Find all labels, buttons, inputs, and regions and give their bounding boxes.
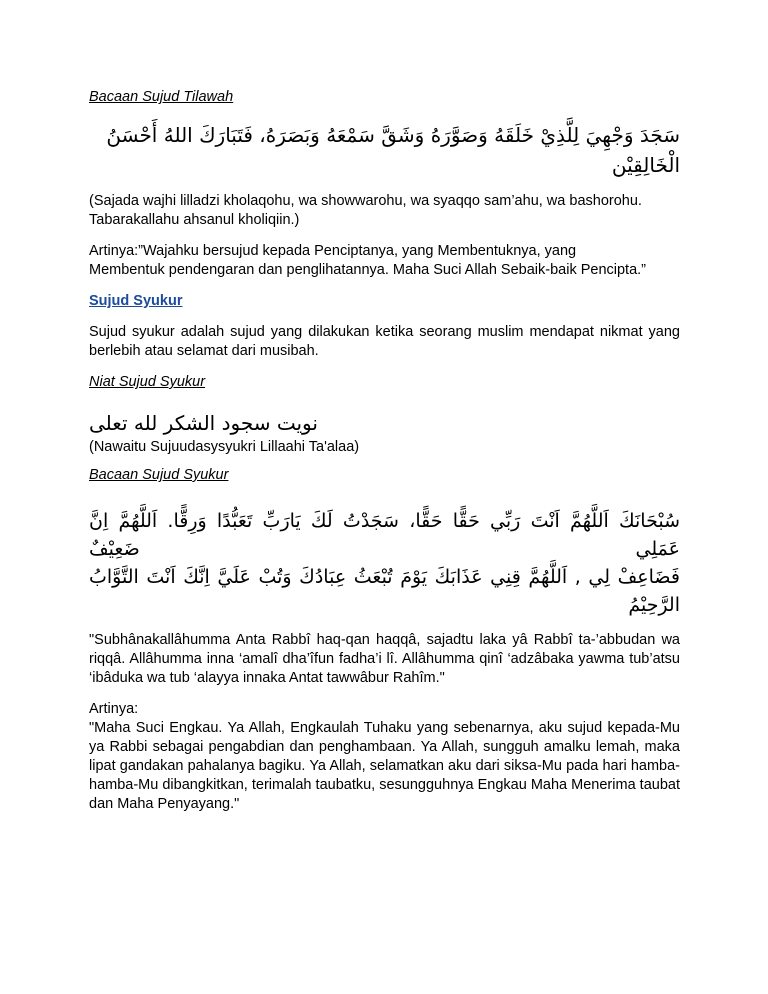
syukur-arabic-block <box>89 507 680 619</box>
tilawah-arabic-text: سَجَدَ وَجْهِيَ لِلَّذِيْ خَلَقَهُ وَصَوَّرَهُ وَشَقَّ سَمْعَهُ وَبَصَرَهُ، فَتَبَارَكَ اللهُ أَحْسَنُ الْخَالِقِيْن <box>106 123 680 177</box>
syukur-meaning-text: "Maha Suci Engkau. Ya Allah, Engkaulah Tuhaku yang sebenarnya, aku sujud kepada-Mu ya Rabbi sebagai pengabdian dan penghambaan. Ya Allah, sungguh amalku lemah, maka lipat gandakan pahalanya bagiku. Ya Allah, selamatkan aku dari siksa-Mu pada hari hamba-hamba-Mu dibangkitkan, terimalah taubatku, sesungguhnya Engkau Maha Menerima taubat dan Maha Penyayang." <box>89 720 680 812</box>
sujud-syukur-description: Sujud syukur adalah sujud yang dilakukan ketika seorang muslim mendapat nikmat yang berlebih atau selamat dari musibah. <box>89 324 680 359</box>
niat-syukur-heading: Niat Sujud Syukur <box>89 374 206 390</box>
syukur-latin-text: "Subhânakallâhumma Anta Rabbî haq-qan haqqâ, sajadtu laka yâ Rabbî ta-’abbudan wa riqqâ. Allâhumma inna ‘amalî dha’îfun fadha’i lî. Allâhumma qinî ‘adzâbaka yawma tub’atsu ‘ibâduka wa tub ‘alayya innaka Antat tawwâbur Rahîm." <box>89 632 680 686</box>
bacaan-tilawah-heading: Bacaan Sujud Tilawah <box>89 89 234 105</box>
tilawah-latin-line-1: (Sajada wajhi lilladzi kholaqohu, wa showwarohu, wa syaqqo sam’ahu, wa bashorohu. <box>89 193 642 209</box>
syukur-arabic-line-2: فَضَاعِفْ لِي , اَللَّهُمَّ قِنِي عَذَابَكَ يَوْمَ تُبْعَثُ عِبَادُكَ وَتُبْ عَلَيَّ اِنَّكَ اَنْتَ التَّوَّابُ الرَّحِيْمُ <box>89 566 680 616</box>
niat-latin-text: (Nawaitu Sujuudasysyukri Lillaahi Ta'alaa) <box>89 439 360 455</box>
tilawah-meaning-line-2: Membentuk pendengaran dan penglihatannya. Maha Suci Allah Sebaik-baik Pencipta.” <box>89 262 647 278</box>
tilawah-latin-line-2: Tabarakallahu ahsanul kholiqiin.) <box>89 212 300 228</box>
document-page <box>89 88 680 814</box>
niat-arabic-text: نويت سجود الشكر لله تعلى <box>89 411 318 435</box>
bacaan-syukur-heading: Bacaan Sujud Syukur <box>89 467 229 483</box>
tilawah-meaning-line-1: Artinya:”Wajahku bersujud kepada Penciptanya, yang Membentuknya, yang <box>89 243 577 259</box>
syukur-meaning-label: Artinya: <box>89 701 139 717</box>
syukur-arabic-line-1: سُبْحَانَكَ اَللَّهُمَّ اَنْتَ رَبِّي حَقًّا حَقًّا، سَجَدْتُ لَكَ يَارَبِّ تَعَبُّدًا وَرِقًّا. اَللَّهُمَّ اِنَّ عَمَلِي ضَعِيْفٌ <box>89 510 680 560</box>
sujud-syukur-heading[interactable]: Sujud Syukur <box>89 293 183 309</box>
